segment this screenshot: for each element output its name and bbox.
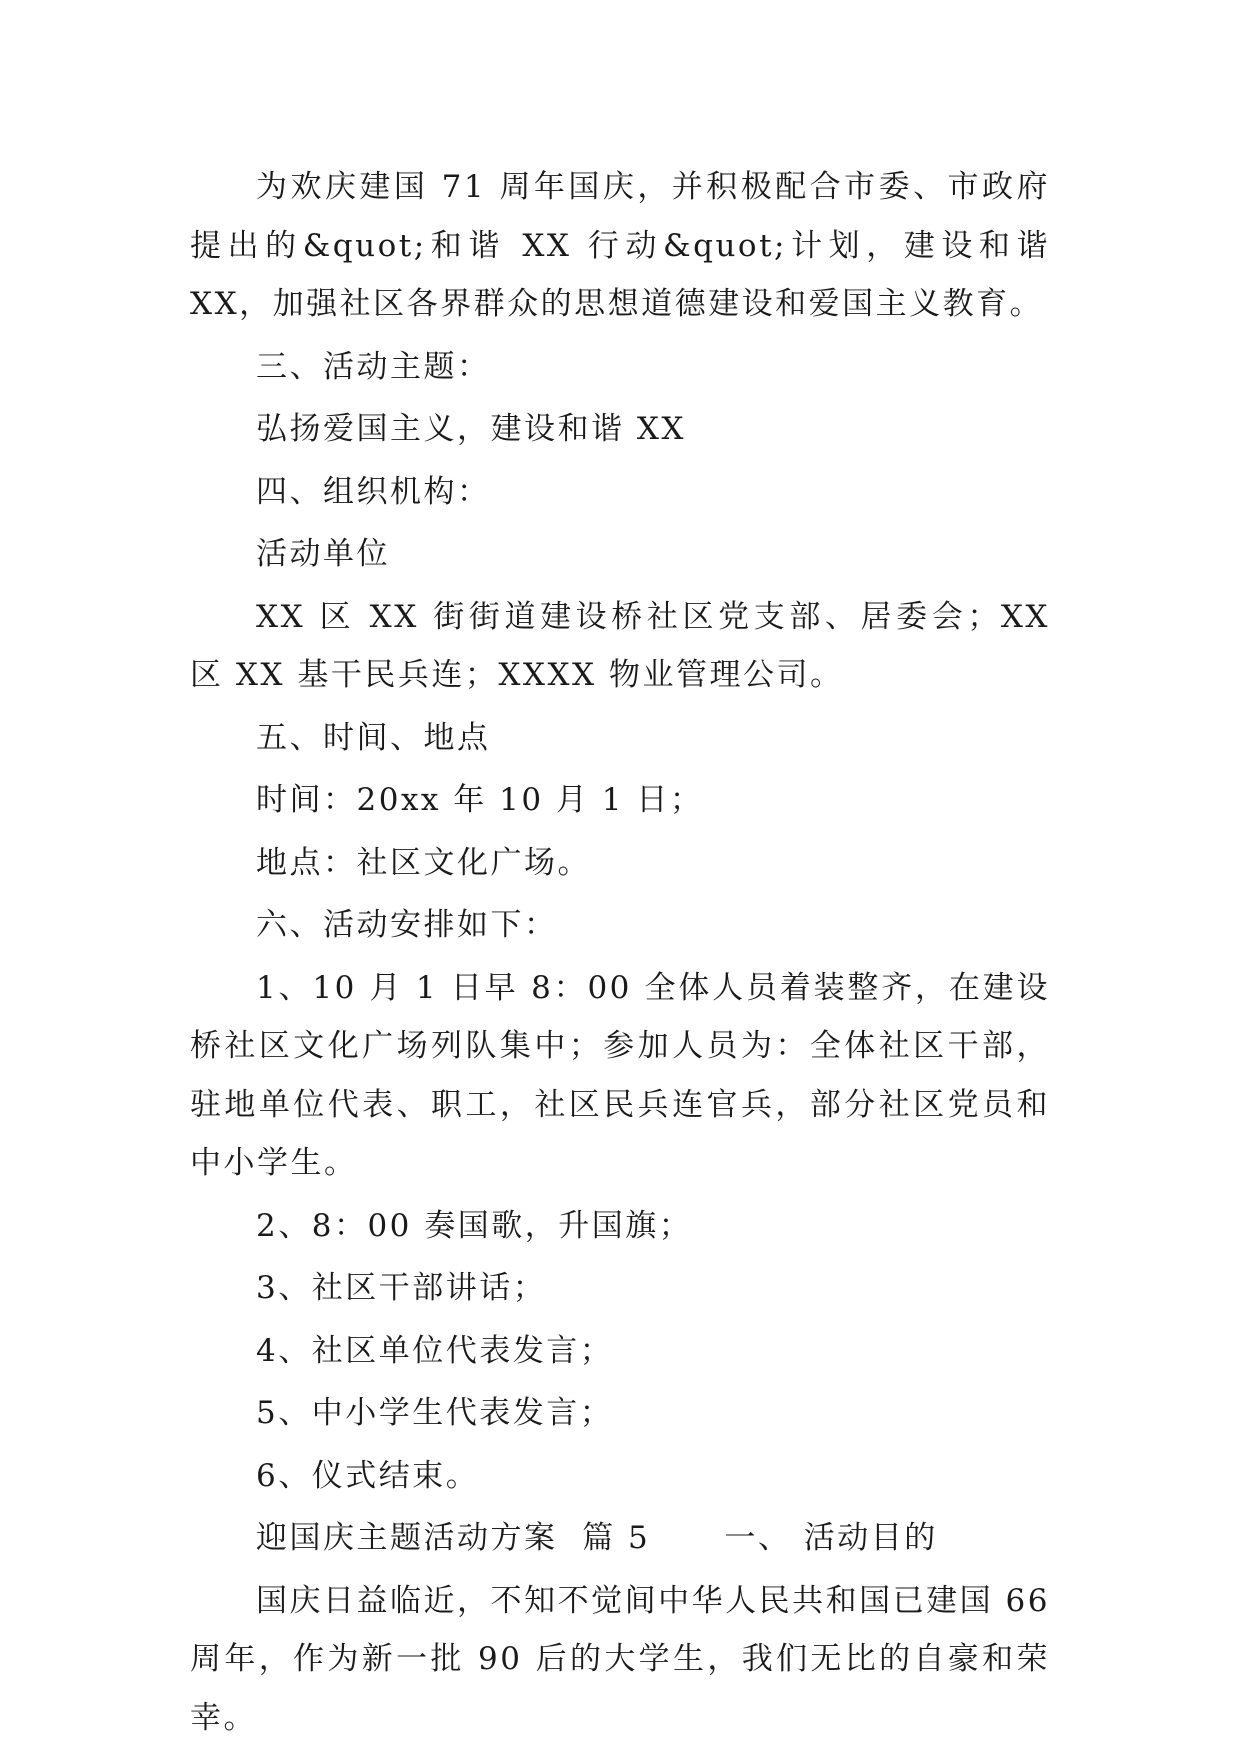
heading-activity-theme: 三、活动主题：: [256, 348, 491, 385]
list-item-1: 1、10 月 1 日早 8：00 全体人员着装整齐，在建设桥社区文化广场列队集中；参加人员为：全体社区干部，驻地单位代表、职工，社区民兵连官兵，部分社区党员和中小学生。: [190, 969, 1050, 1181]
heading-time-place: 五、时间、地点: [256, 719, 491, 756]
list-item-2: 2、8：00 奏国歌，升国旗；: [256, 1207, 693, 1244]
list-item-5: 5、中小学生代表发言；: [256, 1395, 614, 1431]
paragraph-units-label: 活动单位: [256, 536, 390, 572]
paragraph-intro: 为欢庆建国 71 周年国庆，并积极配合市委、市政府提出的&quot;和谐 XX 行动&quot;计划，建设和谐 XX，加强社区各界群众的思想道德建设和爱国主义教育。: [190, 169, 1063, 322]
paragraph-time: 时间：20xx 年 10 月 1 日；: [256, 782, 704, 818]
paragraph-units: XX 区 XX 街街道建设桥社区党支部、居委会；XX 区 XX 基干民兵连；XXXX 物业管理公司。: [190, 598, 1063, 693]
list-item-4: 4、社区单位代表发言；: [256, 1332, 614, 1369]
heading-organization: 四、组织机构：: [256, 473, 491, 510]
document-body: [190, 158, 1063, 1751]
paragraph-theme: 弘扬爱国主义，建设和谐 XX: [256, 411, 686, 447]
list-item-3: 3、社区干部讲话；: [256, 1270, 547, 1306]
list-item-6: 6、仪式结束。: [256, 1457, 480, 1494]
section-title-plan-5: 迎国庆主题活动方案 篇 5 一、 活动目的: [256, 1520, 938, 1556]
paragraph-place: 地点：社区文化广场。: [256, 844, 591, 881]
paragraph-purpose: 国庆日益临近，不知不觉间中华人民共和国已建国 66 周年，作为新一批 90 后的大学生，我们无比的自豪和荣幸。: [190, 1582, 1063, 1736]
heading-arrangement: 六、活动安排如下：: [256, 907, 558, 943]
